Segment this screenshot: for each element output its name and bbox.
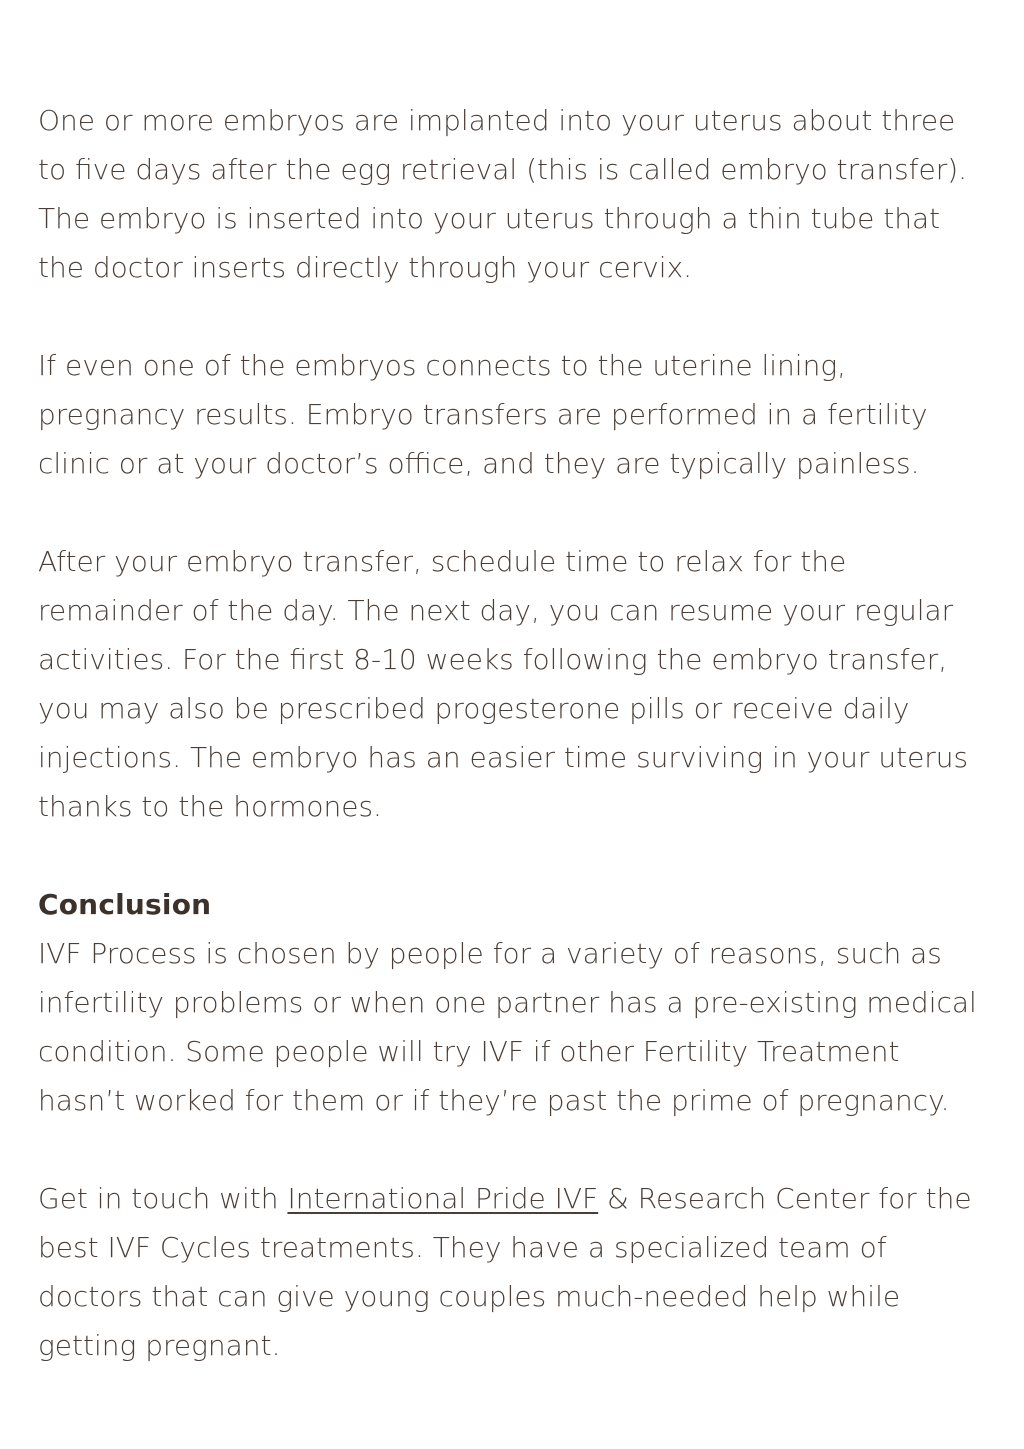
conclusion-section (38, 880, 988, 1125)
international-pride-ivf-link[interactable]: International Pride IVF (287, 1182, 599, 1215)
contact-tail-text: & Research Center for the best IVF Cycles treatments. They have a specialized team of doctors that can give young couples much-needed help while getting pregnant. (38, 1182, 972, 1362)
paragraph-implantation: If even one of the embryos connects to the uterine lining, pregnancy results. Embryo transfers are performed in a fertility clinic or at your doctor’s office, and they are typically painless. (38, 349, 928, 480)
contact-paragraph (38, 1174, 988, 1370)
paragraph-after-transfer: After your embryo transfer, schedule time to relax for the remainder of the day. The next day, you can resume your regular activities. For the first 8-10 weeks following the embryo transfer, you may also be prescribed progesterone pills or receive daily injections. The embryo has an easier time surviving in your uterus thanks to the hormones. (38, 545, 969, 823)
conclusion-heading: Conclusion (38, 888, 212, 921)
contact-lead-text: Get in touch with (38, 1182, 288, 1215)
conclusion-paragraph: IVF Process is chosen by people for a variety of reasons, such as infertility problems or when one partner has a pre-existing medical condition. Some people will try IVF if other Fertility Treatment hasn’t worked for them or if they’re past the prime of pregnancy. (38, 937, 977, 1117)
paragraph-embryo-transfer: One or more embryos are implanted into your uterus about three to five days after the egg retrieval (this is called embryo transfer). The embryo is inserted into your uterus through a thin tube that the doctor inserts directly through your cervix. (38, 104, 968, 284)
document-body (38, 96, 988, 1370)
